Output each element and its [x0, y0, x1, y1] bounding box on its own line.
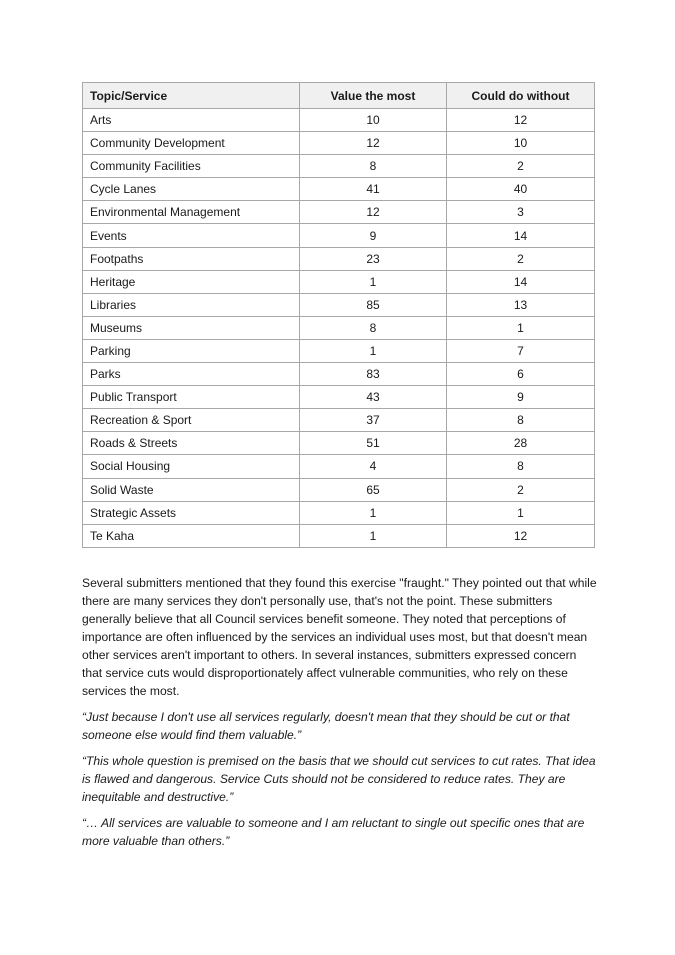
cell-topic: Footpaths: [83, 247, 300, 270]
cell-could-do-without: 10: [447, 132, 595, 155]
table-row: [83, 178, 595, 201]
table-row: [83, 270, 595, 293]
cell-value-the-most: 10: [300, 109, 447, 132]
cell-could-do-without: 2: [447, 155, 595, 178]
cell-topic: Arts: [83, 109, 300, 132]
cell-could-do-without: 14: [447, 224, 595, 247]
table-row: [83, 478, 595, 501]
cell-could-do-without: 2: [447, 478, 595, 501]
cell-value-the-most: 9: [300, 224, 447, 247]
cell-topic: Heritage: [83, 270, 300, 293]
table-row: [83, 363, 595, 386]
cell-topic: Libraries: [83, 293, 300, 316]
cell-value-the-most: 12: [300, 201, 447, 224]
cell-topic: Events: [83, 224, 300, 247]
cell-value-the-most: 43: [300, 386, 447, 409]
cell-value-the-most: 23: [300, 247, 447, 270]
table-body: [83, 109, 595, 548]
cell-could-do-without: 3: [447, 201, 595, 224]
submitter-quote: “… All services are valuable to someone and I am reluctant to single out specific ones that are more valuable than others.”: [82, 816, 585, 848]
table-row: [83, 201, 595, 224]
cell-value-the-most: 1: [300, 339, 447, 362]
table-row: [83, 316, 595, 339]
cell-topic: Strategic Assets: [83, 501, 300, 524]
cell-could-do-without: 28: [447, 432, 595, 455]
cell-topic: Social Housing: [83, 455, 300, 478]
table-row: [83, 132, 595, 155]
table-row: [83, 155, 595, 178]
cell-could-do-without: 8: [447, 455, 595, 478]
cell-topic: Solid Waste: [83, 478, 300, 501]
cell-value-the-most: 65: [300, 478, 447, 501]
cell-topic: Museums: [83, 316, 300, 339]
cell-value-the-most: 8: [300, 316, 447, 339]
cell-could-do-without: 12: [447, 109, 595, 132]
table-header-row: [83, 83, 595, 109]
services-table: [82, 82, 595, 548]
cell-topic: Community Development: [83, 132, 300, 155]
table-row: [83, 247, 595, 270]
cell-value-the-most: 8: [300, 155, 447, 178]
cell-value-the-most: 1: [300, 524, 447, 547]
cell-could-do-without: 14: [447, 270, 595, 293]
header-value-the-most: Value the most: [300, 83, 447, 109]
cell-value-the-most: 51: [300, 432, 447, 455]
table-row: [83, 501, 595, 524]
header-topic-service: Topic/Service: [83, 83, 300, 109]
cell-value-the-most: 12: [300, 132, 447, 155]
cell-could-do-without: 9: [447, 386, 595, 409]
cell-could-do-without: 2: [447, 247, 595, 270]
cell-value-the-most: 41: [300, 178, 447, 201]
table-row: [83, 409, 595, 432]
cell-could-do-without: 1: [447, 316, 595, 339]
cell-could-do-without: 1: [447, 501, 595, 524]
cell-value-the-most: 37: [300, 409, 447, 432]
cell-value-the-most: 83: [300, 363, 447, 386]
summary-paragraph: Several submitters mentioned that they found this exercise "fraught." They pointed out that while there are many services they don't personally use, that's not the point. These submitters generally believe that all Council services benefit someone. They noted that perceptions of importance are often influenced by the services an individual uses most, but that doesn't mean other services aren't important to others. In several instances, submitters expressed concern that service cuts would disproportionately affect vulnerable communities, who rely on these services the most.: [82, 576, 597, 698]
body-text: [82, 574, 598, 858]
cell-value-the-most: 1: [300, 270, 447, 293]
cell-value-the-most: 4: [300, 455, 447, 478]
table-row: [83, 524, 595, 547]
cell-value-the-most: 1: [300, 501, 447, 524]
cell-topic: Roads & Streets: [83, 432, 300, 455]
cell-could-do-without: 40: [447, 178, 595, 201]
cell-could-do-without: 7: [447, 339, 595, 362]
cell-topic: Parking: [83, 339, 300, 362]
table-row: [83, 109, 595, 132]
table-row: [83, 339, 595, 362]
cell-topic: Public Transport: [83, 386, 300, 409]
cell-could-do-without: 6: [447, 363, 595, 386]
table-header: [83, 83, 595, 109]
cell-could-do-without: 8: [447, 409, 595, 432]
cell-could-do-without: 12: [447, 524, 595, 547]
header-could-do-without: Could do without: [447, 83, 595, 109]
cell-topic: Cycle Lanes: [83, 178, 300, 201]
cell-topic: Environmental Management: [83, 201, 300, 224]
table-row: [83, 224, 595, 247]
table-row: [83, 455, 595, 478]
table-row: [83, 386, 595, 409]
cell-topic: Te Kaha: [83, 524, 300, 547]
cell-could-do-without: 13: [447, 293, 595, 316]
cell-topic: Recreation & Sport: [83, 409, 300, 432]
table-row: [83, 293, 595, 316]
cell-topic: Parks: [83, 363, 300, 386]
cell-value-the-most: 85: [300, 293, 447, 316]
submitter-quote: “Just because I don't use all services regularly, doesn't mean that they should be cut or that someone else would find them valuable.”: [82, 710, 570, 742]
submitter-quote: “This whole question is premised on the basis that we should cut services to cut rates. That idea is flawed and dangerous. Service Cuts should not be considered to reduce rates. They are inequitable and destructive.”: [82, 754, 596, 804]
cell-topic: Community Facilities: [83, 155, 300, 178]
table-row: [83, 432, 595, 455]
